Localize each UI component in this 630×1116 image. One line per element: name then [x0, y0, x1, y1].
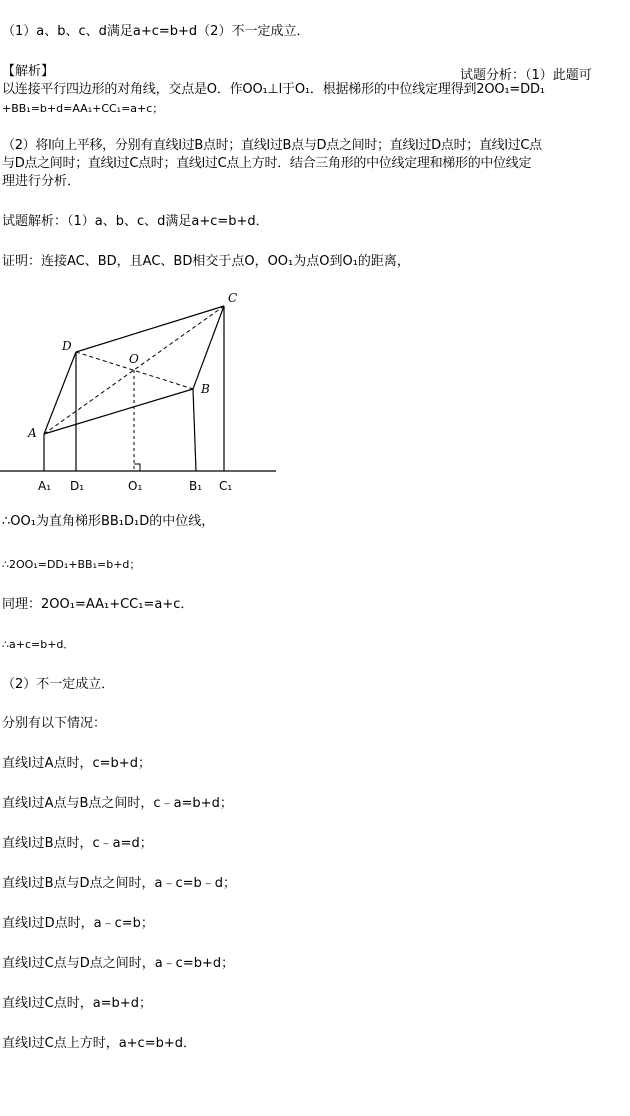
solution-part1: 试题解析：（1）a、b、c、d满足a+c=b+d． [2, 214, 269, 229]
proof-line: 证明：连接AC、BD，且AC、BD相交于点O，OO₁为点O到O₁的距离， [2, 254, 410, 269]
analysis-part2-line2: 与D点之间时；直线l过C点时；直线l过C点上方时．结合三角形的中位线定理和梯形的中位线定 [2, 156, 532, 171]
part2-answer: （2）不一定成立． [2, 677, 115, 692]
vertex-label-b: B [201, 382, 210, 396]
therefore-sum-bd: ∴2OO₁=DD₁+BB₁=b+d； [2, 558, 141, 571]
foot-label-d1: D₁ [70, 479, 85, 493]
therefore-conclusion: ∴a+c=b+d． [2, 638, 75, 651]
answer-line: （1）a、b、c、d满足a+c=b+d（2）不一定成立． [2, 24, 310, 39]
therefore-midline: ∴OO₁为直角梯形BB₁D₁D的中位线， [2, 514, 215, 529]
vertex-label-a: A [28, 426, 37, 440]
analysis-part2-line3: 理进行分析． [2, 174, 81, 189]
case-item: 直线l过B点与D点之间时，a﹣c=b﹣d； [2, 876, 237, 891]
analysis-part1-line2: +BB₁=b+d=AA₁+CC₁=a+c； [2, 102, 164, 115]
case-item: 直线l过C点时，a=b+d； [2, 996, 152, 1011]
analysis-intro: 试题分析：（1）此题可 [460, 68, 592, 83]
side-dc [76, 306, 224, 352]
foot-label-b1: B₁ [189, 479, 203, 493]
foot-label-c1: C₁ [219, 479, 233, 493]
analysis-part2-line1: （2）将l向上平移，分别有直线l过B点时；直线l过B点与D点之间时；直线l过D点时；直线l过C点 [2, 138, 542, 153]
perp-bb1 [193, 389, 196, 471]
case-item: 直线l过D点时，a﹣c=b； [2, 916, 154, 931]
right-angle-mark [134, 464, 140, 471]
case-item: 直线l过A点时，c=b+d； [2, 756, 151, 771]
similarly-sum-ac: 同理：2OO₁=AA₁+CC₁=a+c． [2, 597, 194, 612]
cases-intro: 分别有以下情况： [2, 716, 107, 731]
vertex-label-o: O [129, 352, 139, 366]
vertex-label-c: C [228, 291, 238, 305]
foot-label-o1: O₁ [128, 479, 143, 493]
side-ad [44, 352, 76, 434]
vertex-label-d: D [62, 339, 72, 353]
side-cb [193, 306, 224, 389]
geometry-figure [0, 285, 290, 500]
case-item: 直线l过C点上方时，a+c=b+d． [2, 1036, 196, 1051]
foot-label-a1: A₁ [38, 479, 52, 493]
case-item: 直线l过C点与D点之间时，a﹣c=b+d； [2, 956, 235, 971]
analysis-part1-line1: 以连接平行四边形的对角线，交点是O．作OO₁⊥l于O₁．根据梯形的中位线定理得到2OO₁=DD₁ [2, 82, 545, 97]
case-item: 直线l过B点时，c﹣a=d； [2, 836, 153, 851]
case-item: 直线l过A点与B点之间时，c﹣a=b+d； [2, 796, 233, 811]
side-ba [44, 389, 193, 434]
jiexi-heading: 【解析】 [2, 64, 55, 79]
